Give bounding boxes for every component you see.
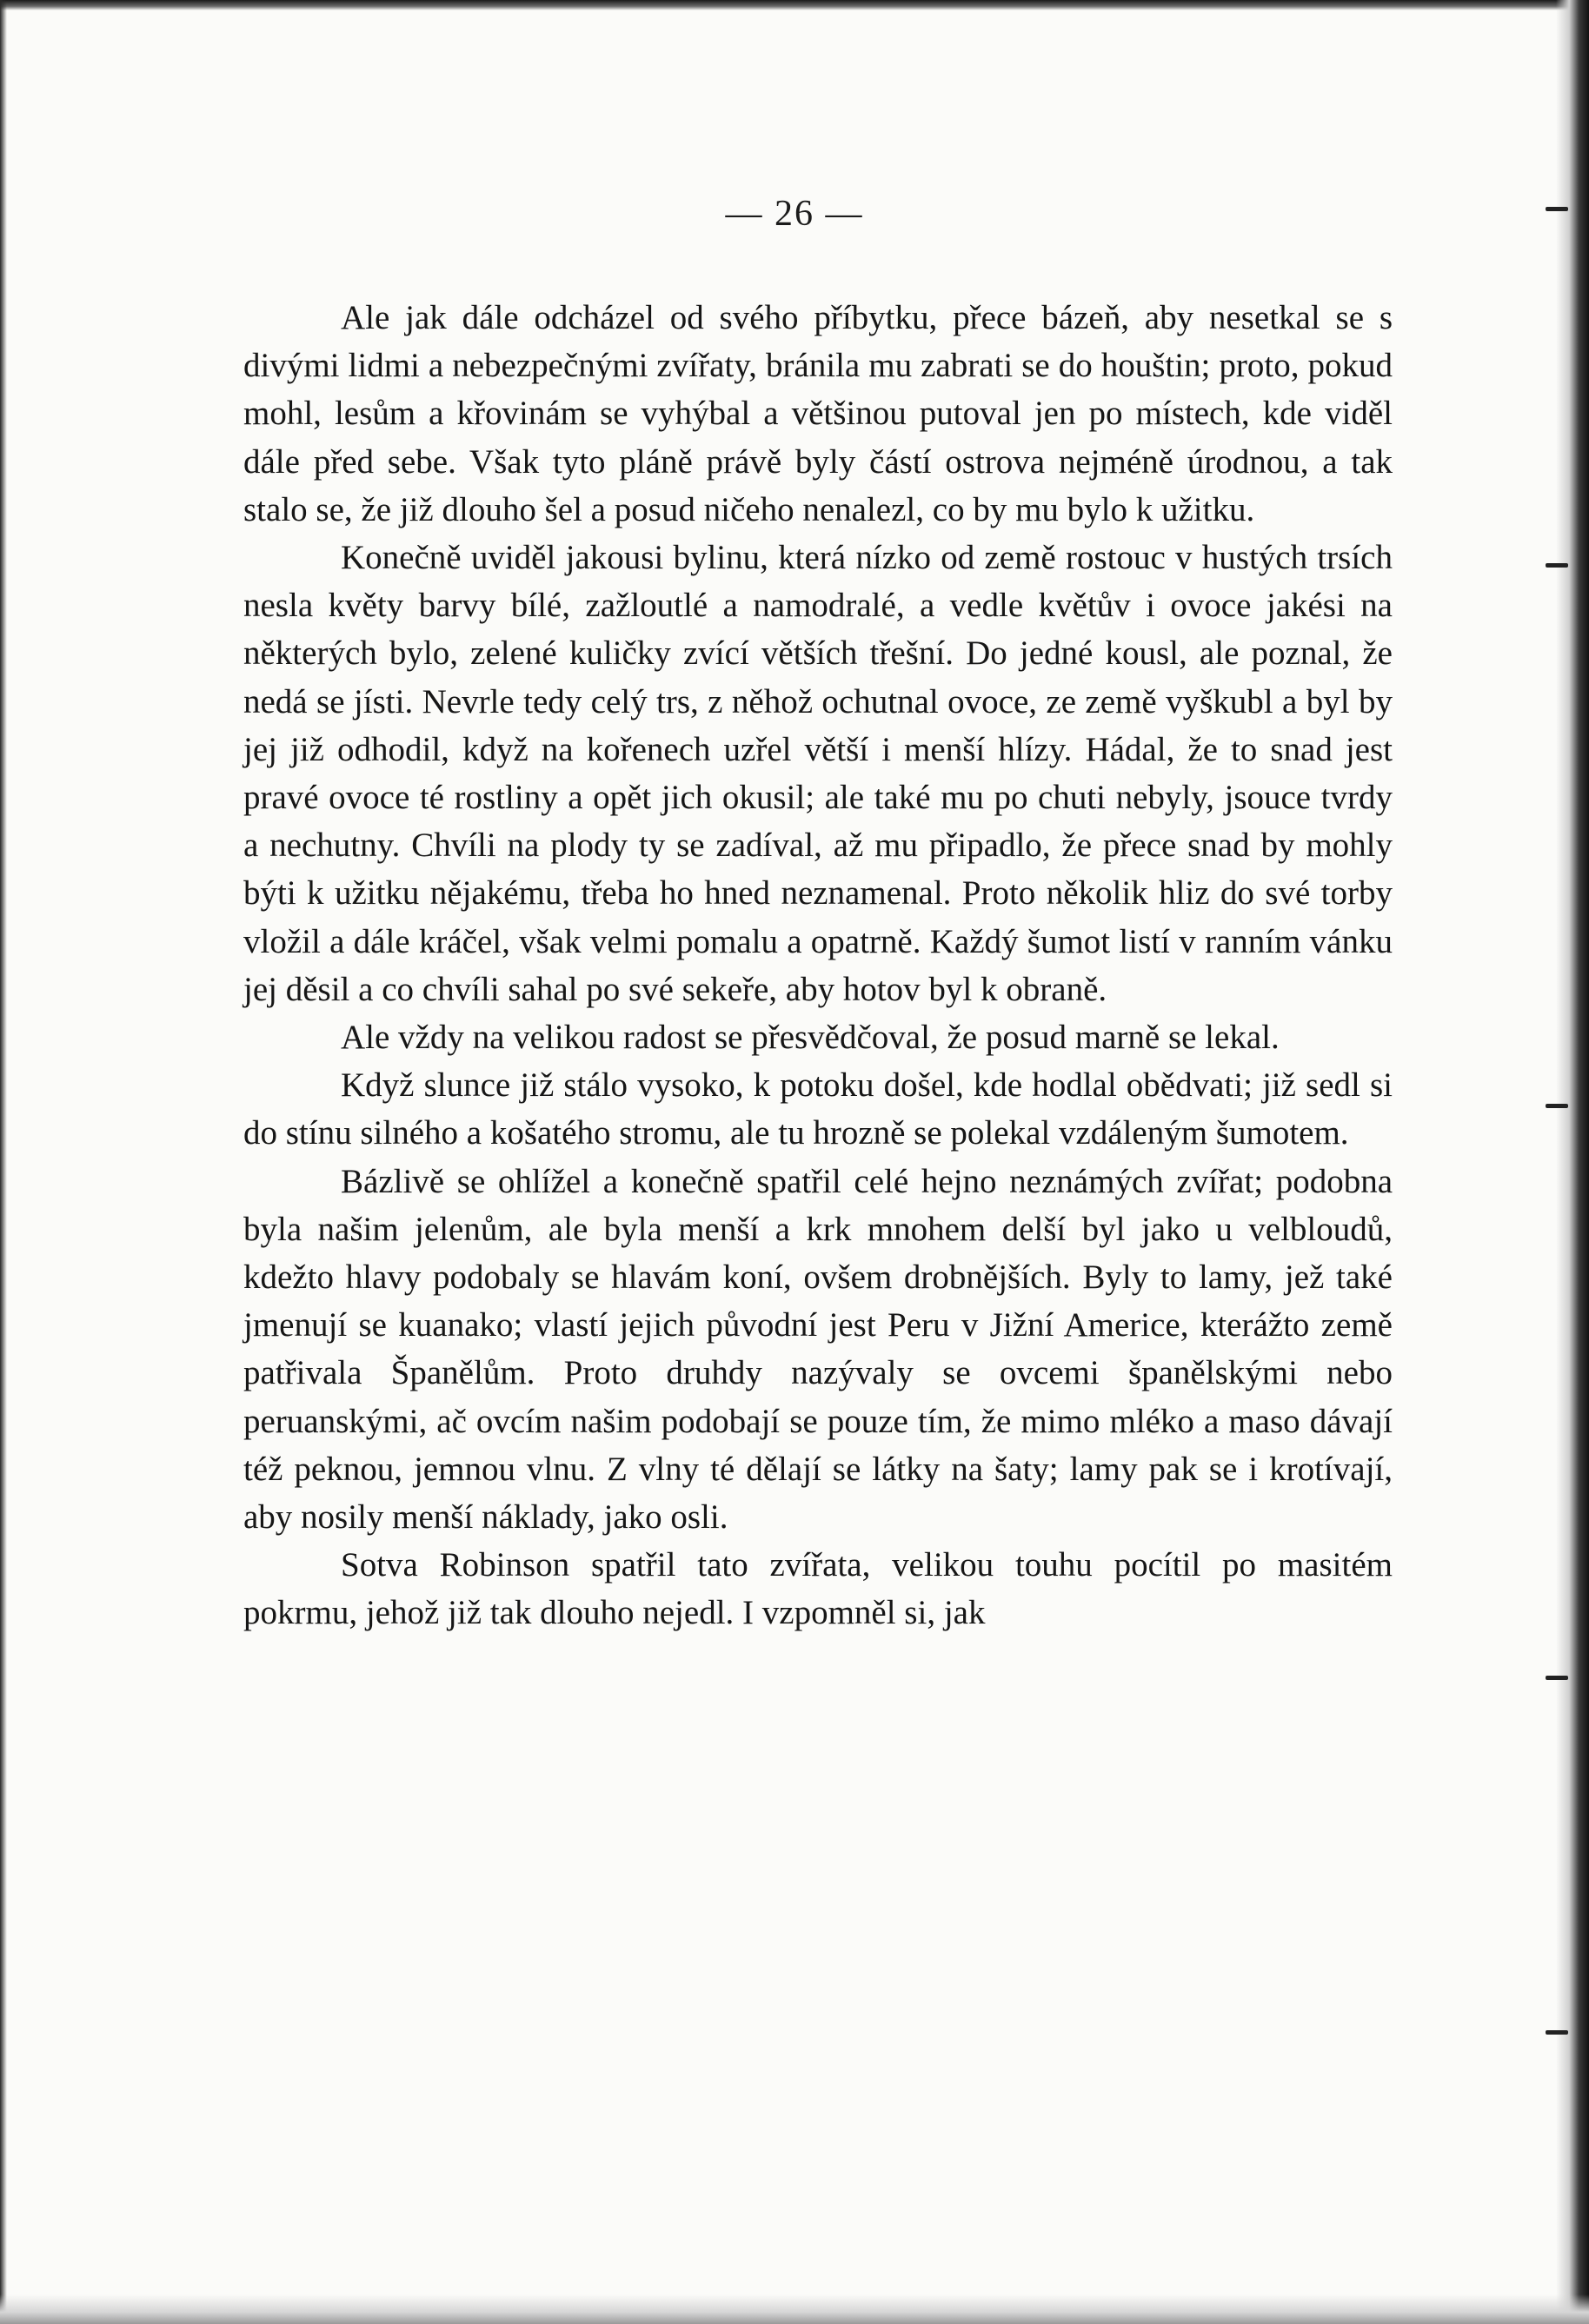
body-text: [243, 294, 1393, 1637]
margin-mark: [1546, 1676, 1568, 1680]
margin-mark: [1546, 563, 1568, 568]
scan-left-edge: [0, 0, 7, 2324]
margin-mark: [1546, 2030, 1568, 2035]
paragraph: Konečně uviděl jakousi bylinu, která nízko od země rostouc v hustých trsích nesla květy barvy bílé, zažloutlé a namodralé, a vedle květův i ovoce jakési na některých bylo, zelené kuličky zvící větších třešní. Do jedné kousl, ale poznal, že nedá se jísti. Nevrle tedy celý trs, z něhož ochutnal ovoce, ze země vyškubl a byl by jej již odhodil, když na kořenech uzřel větší i menší hlízy. Hádal, že to snad jest pravé ovoce té rostliny a opět jich okusil; ale také mu po chuti nebyly, jsouce tvrdy a nechutny. Chvíli na plody ty se zadíval, až mu připadlo, že přece snad by mohly býti k užitku nějakému, třeba ho hned neznamenal. Proto několik hliz do své torby vložil a dále kráčel, však velmi pomalu a opatrně. Každý šumot listí v ranním vánku jej děsil a co chvíli sahal po své sekeře, aby hotov byl k obraně.: [243, 539, 1393, 1008]
paragraph: Bázlivě se ohlížel a konečně spatřil celé hejno neznámých zvířat; podobna byla našim jelenům, ale byla menší a krk mnohem delší byl jako u velbloudů, kdežto hlavy podobaly se hlavám koní, ovšem drobnějších. Byly to lamy, jež také jmenují se kuanako; vlastí jejich původní jest Peru v Jižní Americe, kterážto země patřivala Španělům. Proto druhdy nazývaly se ovcemi španělskými nebo peruanskými, ač ovcím našim podobají se pouze tím, že mimo mléko a maso dávají též peknou, jemnou vlnu. Z vlny té dělají se látky na šaty; lamy pak se i krotívají, aby nosily menší náklady, jako osli.: [243, 1162, 1393, 1537]
scan-top-edge: [0, 0, 1589, 10]
paragraph: Ale jak dále odcházel od svého příbytku, přece bázeň, aby nesetkal se s divými lidmi a nebezpečnými zvířaty, bránila mu zabrati se do houštin; proto, pokud mohl, lesům a křovinám se vyhýbal a většinou putoval jen po místech, kde viděl dále před sebe. Však tyto pláně právě byly částí ostrova nejméně úrodnou, a tak stalo se, že již dlouho šel a posud ničeho nenalezl, co by mu bylo k užitku.: [243, 299, 1393, 528]
paragraph: Sotva Robinson spatřil tato zvířata, velikou touhu pocítil po masitém pokrmu, jehož již tak dlouho nejedl. I vzpomněl si, jak: [243, 1546, 1393, 1632]
scan-bottom-edge: [0, 2294, 1589, 2324]
scan-right-edge: [1556, 0, 1589, 2324]
paragraph: Ale vždy na velikou radost se přesvědčoval, že posud marně se lekal.: [341, 1019, 1280, 1057]
margin-mark: [1546, 1104, 1568, 1108]
page-number: — 26 —: [725, 194, 864, 234]
paragraph: Když slunce již stálo vysoko, k potoku došel, kde hodlal obědvati; již sedl si do stínu silného a košatého stromu, ale tu hrozně se polekal vzdáleným šumotem.: [243, 1066, 1393, 1152]
